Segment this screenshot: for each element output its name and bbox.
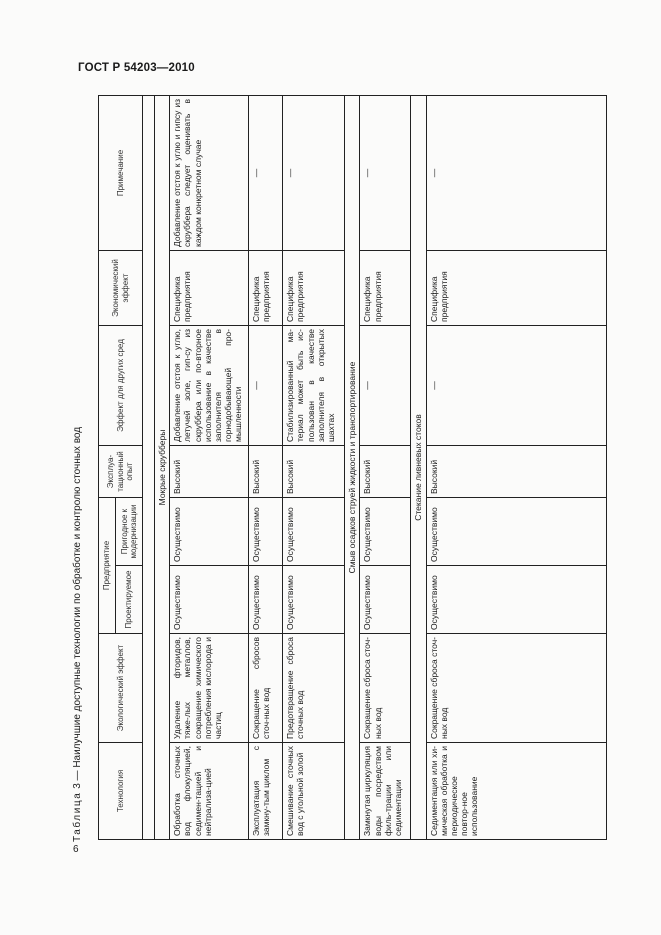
cell-other-media: —: [360, 326, 411, 446]
cell-economic: Специфика предприятия: [170, 251, 249, 326]
page-number: 6: [73, 844, 79, 855]
cell-other-media: Стабилизированный ма-териал может быть ис-пользован в качестве заполнителя в открытых шахтах: [283, 326, 345, 446]
section-title: Мокрые скрубберы: [155, 96, 170, 840]
cell-modernization: Осуществимо: [283, 498, 345, 566]
cell-economic: Специфика предприятия: [426, 251, 606, 326]
cell-ecological: Сокращение сброса сточ-ных вод: [426, 634, 606, 743]
cell-ecological: Сокращение сброса сточ-ных вод: [360, 634, 411, 743]
cell-economic: Специфика предприятия: [360, 251, 411, 326]
header-designed: Проектируемое: [116, 566, 143, 634]
cell-modernization: Осуществимо: [426, 498, 606, 566]
cell-note: —: [249, 96, 283, 251]
cell-ecological: Удаление фторидов, тяже-лых металлов, сокращение химического потребления кислорода и частиц: [170, 634, 249, 743]
cell-experience: Высокий: [249, 446, 283, 498]
section-title: Смыв осадков струей жидкости и транспортирование: [345, 96, 360, 840]
cell-note: Добавление отстоя к углю и гипсу из скруббера следует оценивать в каждом конкретном случае: [170, 96, 249, 251]
header-experience: Эксплуа-тационный опыт: [99, 446, 143, 498]
cell-designed: Осуществимо: [249, 566, 283, 634]
cell-technology: Эксплуатация с замкну-тым циклом: [249, 743, 283, 840]
cell-designed: Осуществимо: [426, 566, 606, 634]
cell-economic: Специфика предприятия: [283, 251, 345, 326]
table-caption: [70, 102, 86, 842]
cell-ecological: Предотвращение сброса сточных вод: [283, 634, 345, 743]
cell-experience: Высокий: [170, 446, 249, 498]
header-ecological: Экологический эффект: [99, 634, 143, 743]
cell-designed: Осуществимо: [170, 566, 249, 634]
bat-table: [98, 95, 607, 840]
cell-technology: Смешивание сточных вод с угольной золой: [283, 743, 345, 840]
cell-experience: Высокий: [360, 446, 411, 498]
cell-designed: Осуществимо: [283, 566, 345, 634]
cell-designed: Осуществимо: [360, 566, 411, 634]
cell-technology: Седиментация или хи-мическая обработка и периодическое повтор-ное использование: [426, 743, 606, 840]
header-note: Примечание: [99, 96, 143, 251]
cell-technology: Замкнутая циркуляция воды посредством филь-трации или седиментации: [360, 743, 411, 840]
cell-experience: Высокий: [426, 446, 606, 498]
rotated-table-container: [98, 96, 607, 840]
cell-modernization: Осуществимо: [249, 498, 283, 566]
cell-note: —: [360, 96, 411, 251]
header-economic: Экономический эффект: [99, 251, 143, 326]
table-caption-text: 3 — Наилучшие доступные технологии по обработке и контролю сточных вод: [72, 426, 83, 792]
document-header: ГОСТ Р 54203—2010: [78, 62, 195, 74]
cell-other-media: —: [426, 326, 606, 446]
cell-other-media: —: [249, 326, 283, 446]
cell-modernization: Осуществимо: [170, 498, 249, 566]
cell-other-media: Добавление отстоя к углю, летучей золе, гип-су из скруббера или по-вторное использование в качестве заполнителя в горнодобывающей про-мышленности: [170, 326, 249, 446]
section-title: Стекание ливневых стоков: [411, 96, 426, 840]
header-technology: Технология: [99, 743, 143, 840]
header-spacer-row: [143, 96, 155, 840]
cell-note: —: [283, 96, 345, 251]
cell-economic: Специфика предприятия: [249, 251, 283, 326]
cell-experience: Высокий: [283, 446, 345, 498]
header-modernization: Пригодное к модернизации: [116, 498, 143, 566]
cell-technology: Обработка сточных вод флокуляцией, седимен-тацией и нейтрализа-цией: [170, 743, 249, 840]
header-enterprise: Предприятие: [99, 498, 116, 634]
cell-note: —: [426, 96, 606, 251]
table-caption-label: Таблица: [72, 791, 83, 842]
cell-ecological: Сокращение сбросов сточ-ных вод: [249, 634, 283, 743]
cell-modernization: Осуществимо: [360, 498, 411, 566]
header-other-media: Эффект для других сред: [99, 326, 143, 446]
